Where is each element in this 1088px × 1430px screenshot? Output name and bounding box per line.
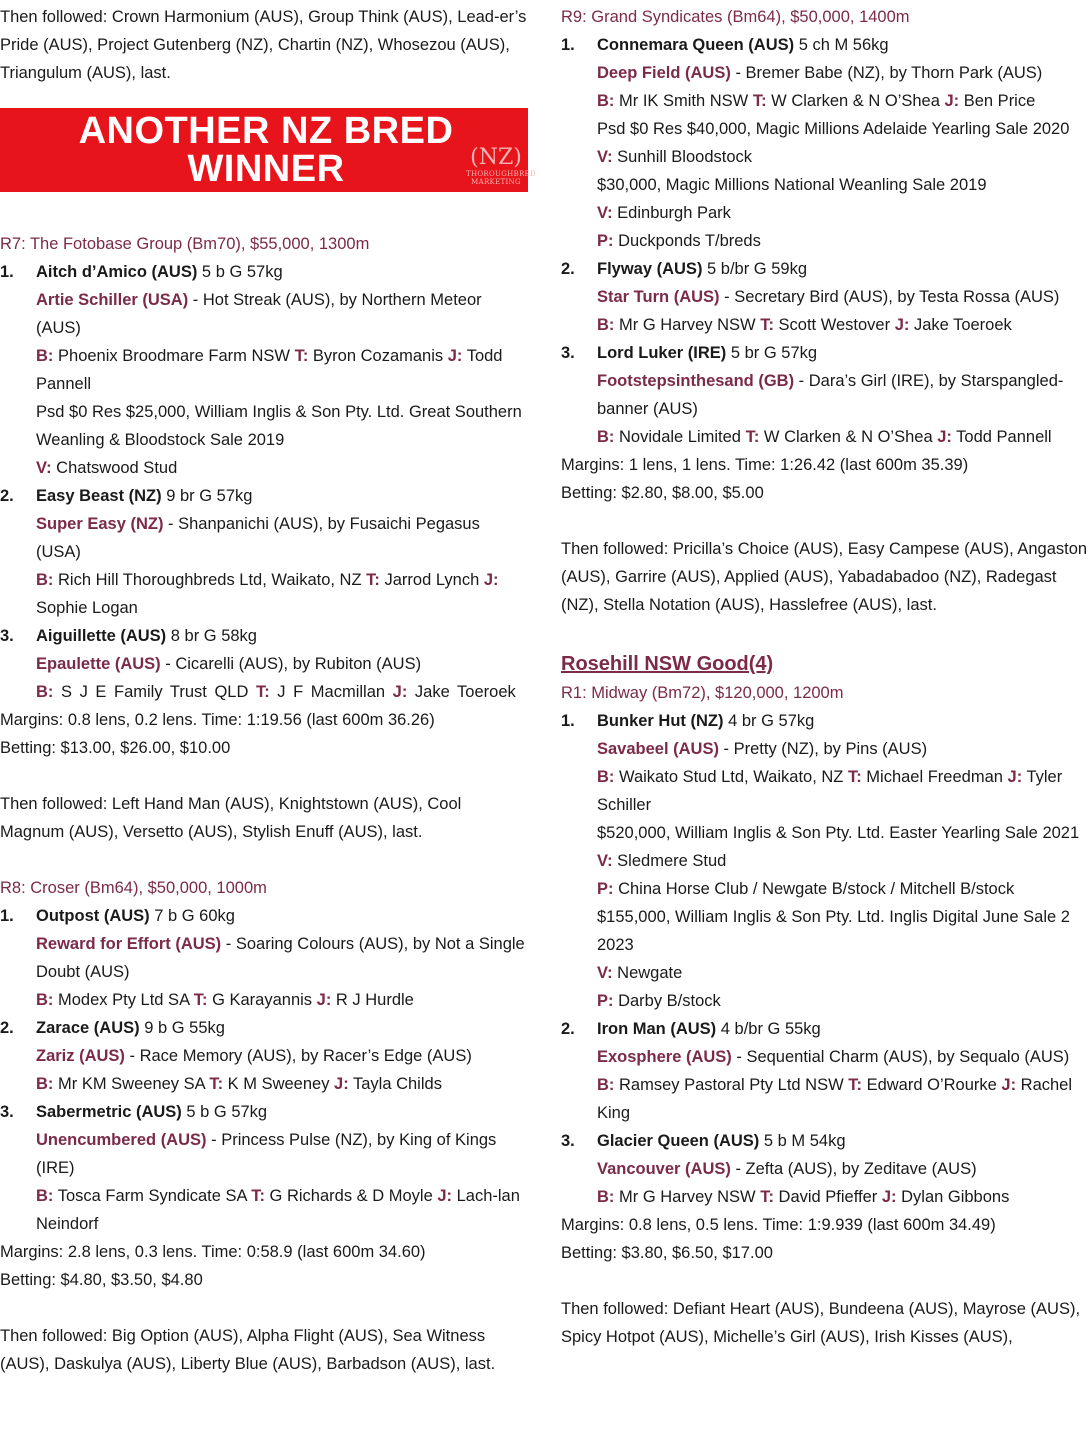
sire-name: Savabeel (AUS) — [597, 740, 719, 758]
horse-name: Aitch d’Amico (AUS) — [36, 263, 198, 281]
sire-name: Super Easy (NZ) — [36, 515, 164, 533]
race-title: R7: The Fotobase Group (Bm70), $55,000, 1300m — [0, 235, 370, 253]
horse-name: Aiguillette (AUS) — [36, 627, 167, 645]
horse-name: Outpost (AUS) — [36, 907, 150, 925]
followed-text: Then followed: Pricilla’s Choice (AUS), Easy Campese (AUS), Angaston (AUS), Garrire (AUS), Applied (AUS), Yabadabadoo (NZ), Radegast (NZ), Stella Notation (AUS), Hasslefree (AUS), last. — [561, 540, 1088, 614]
nz-thoroughbred-marketing-logo: (NZ) THOROUGHBRED MARKETING — [466, 145, 536, 186]
followed-text: Then followed: Left Hand Man (AUS), Knightstown (AUS), Cool Magnum (AUS), Versetto (AUS), Stylish Enuff (AUS), last. — [0, 795, 462, 841]
placing-entry: 1. Aitch d’Amico (AUS) 5 b G 57kg Artie Schiller (USA) - Hot Streak (AUS), by Northern Meteor (AUS) B: Phoenix Broodmare Farm NSW T: Byron Cozamanis J: Todd Pannell Psd $0 Res $25,000, William Inglis & Son Pty. Ltd. Great Southern Weanling & Bloodstock Sale 2019 V: Chatswood Stud — [0, 258, 528, 482]
placing-entry: 3. Sabermetric (AUS) 5 b G 57kg Unencumbered (AUS) - Princess Pulse (NZ), by King of Kings (IRE) B: Tosca Farm Syndicate SA T: G Richards & D Moyle J: Lach-lan Neindorf — [0, 1103, 520, 1233]
placing-entry: 2. Flyway (AUS) 5 b/br G 59kg Star Turn (AUS) - Secretary Bird (AUS), by Testa Rossa (AUS) B: Mr G Harvey NSW T: Scott Westover J: Jake Toeroek — [561, 260, 1060, 334]
margins-text: Margins: 0.8 lens, 0.2 lens. Time: 1:19.56 (last 600m 36.26) — [0, 711, 435, 729]
placing-entry: 3. Glacier Queen (AUS) 5 b M 54kg Vancouver (AUS) - Zefta (AUS), by Zeditave (AUS) B: Mr G Harvey NSW T: David Pfieffer J: Dylan Gibbons — [561, 1132, 1010, 1206]
placing-entry: 1. Connemara Queen (AUS) 5 ch M 56kg Deep Field (AUS) - Bremer Babe (NZ), by Thorn Park (AUS) B: Mr IK Smith NSW T: W Clarken & N O’Shea J: Ben Price Psd $0 Res $40,000, Magic Millions Adelaide Yearling Sale 2020 V: Sunhill Bloodstock $30,000, Magic Millions National Weanling Sale 2019 V: Edinburgh Park P: Duckponds T/breds — [561, 31, 1088, 255]
sire-name: Vancouver (AUS) — [597, 1160, 731, 1178]
sire-name: Star Turn (AUS) — [597, 288, 720, 306]
horse-name: Sabermetric (AUS) — [36, 1103, 182, 1121]
margins-text: Margins: 1 lens, 1 lens. Time: 1:26.42 (last 600m 35.39) — [561, 456, 969, 474]
sale-info: $155,000, William Inglis & Son Pty. Ltd. Inglis Digital June Sale 2 2023 — [597, 908, 1070, 954]
followed-text: Then followed: Big Option (AUS), Alpha Flight (AUS), Sea Witness (AUS), Daskulya (AUS), Liberty Blue (AUS), Barbadson (AUS), last. — [0, 1327, 496, 1373]
betting-text: Betting: $4.80, $3.50, $4.80 — [0, 1271, 203, 1289]
sale-info: Psd $0 Res $40,000, Magic Millions Adelaide Yearling Sale 2020 — [597, 120, 1070, 138]
horse-name: Bunker Hut (NZ) — [597, 712, 724, 730]
left-column — [0, 3, 536, 1378]
race-title: R1: Midway (Bm72), $120,000, 1200m — [561, 684, 844, 702]
nz-bred-winner-banner — [0, 108, 536, 192]
betting-text: Betting: $3.80, $6.50, $17.00 — [561, 1244, 773, 1262]
horse-name: Iron Man (AUS) — [597, 1020, 717, 1038]
right-column — [561, 3, 1088, 1351]
placing-entry: 2. Easy Beast (NZ) 9 br G 57kg Super Easy (NZ) - Shanpanichi (AUS), by Fusaichi Pegasus (USA) B: Rich Hill Thoroughbreds Ltd, Waikato, NZ T: Jarrod Lynch J: Sophie Logan — [0, 487, 499, 617]
betting-text: Betting: $2.80, $8.00, $5.00 — [561, 484, 764, 502]
sire-name: Exosphere (AUS) — [597, 1048, 732, 1066]
horse-name: Lord Luker (IRE) — [597, 344, 727, 362]
placing-entry: 3. Aiguillette (AUS) 8 br G 58kg Epaulette (AUS) - Cicarelli (AUS), by Rubiton (AUS) B: S J E Family Trust QLD T: J F Macmillan J: Jake Toeroek — [0, 627, 516, 701]
sire-name: Footstepsinthesand (GB) — [597, 372, 795, 390]
sire-name: Unencumbered (AUS) — [36, 1131, 207, 1149]
horse-name: Easy Beast (NZ) — [36, 487, 162, 505]
followed-text: Then followed: Defiant Heart (AUS), Bundeena (AUS), Mayrose (AUS), Spicy Hotpot (AUS), Michelle’s Girl (AUS), Irish Kisses (AUS), — [561, 1300, 1081, 1346]
meeting-title: Rosehill NSW Good(4) — [561, 653, 774, 675]
placing-entry: 1. Bunker Hut (NZ) 4 br G 57kg Savabeel (AUS) - Pretty (NZ), by Pins (AUS) B: Waikato Stud Ltd, Waikato, NZ T: Michael Freedman J: Tyler Schiller $520,000, William Inglis & Son Pty. Ltd. Easter Yearling Sale 2021 V: Sledmere Stud P: China Horse Club / Newgate B/stock / Mitchell B/stock $155,000, William Inglis & Son Pty. Ltd. Inglis Digital June Sale 2 2023 V: Newgate P: Darby B/stock — [561, 707, 1088, 1015]
race-title: R8: Croser (Bm64), $50,000, 1000m — [0, 879, 267, 897]
placing-entry: 2. Iron Man (AUS) 4 b/br G 55kg Exosphere (AUS) - Sequential Charm (AUS), by Sequalo (AUS) B: Ramsey Pastoral Pty Ltd NSW T: Edward O’Rourke J: Rachel King — [561, 1020, 1073, 1122]
sire-name: Epaulette (AUS) — [36, 655, 161, 673]
sire-name: Deep Field (AUS) — [597, 64, 731, 82]
sire-name: Reward for Effort (AUS) — [36, 935, 222, 953]
horse-name: Flyway (AUS) — [597, 260, 703, 278]
margins-text: Margins: 2.8 lens, 0.3 lens. Time: 0:58.9 (last 600m 34.60) — [0, 1243, 426, 1261]
sire-name: Zariz (AUS) — [36, 1047, 125, 1065]
banner-headline: ANOTHER NZ BRED WINNER — [78, 110, 454, 190]
placing-entry: 3. Lord Luker (IRE) 5 br G 57kg Footstepsinthesand (GB) - Dara’s Girl (IRE), by Starspangled-banner (AUS) B: Novidale Limited T: W Clarken & N O’Shea J: Todd Pannell — [561, 344, 1064, 446]
betting-text: Betting: $13.00, $26.00, $10.00 — [0, 739, 231, 757]
sire-name: Artie Schiller (USA) — [36, 291, 189, 309]
placing-entry: 1. Outpost (AUS) 7 b G 60kg Reward for Effort (AUS) - Soaring Colours (AUS), by Not a Single Doubt (AUS) B: Modex Pty Ltd SA T: G Karayannis J: R J Hurdle — [0, 907, 525, 1009]
horse-name: Connemara Queen (AUS) — [597, 36, 795, 54]
horse-name: Zarace (AUS) — [36, 1019, 140, 1037]
intro-followed-text: Then followed: Crown Harmonium (AUS), Group Think (AUS), Lead-er’s Pride (AUS), Project Gutenberg (NZ), Chartin (NZ), Whosezou (AUS), Triangulum (AUS), last. — [0, 8, 527, 82]
placing-entry: 2. Zarace (AUS) 9 b G 55kg Zariz (AUS) - Race Memory (AUS), by Racer’s Edge (AUS) B: Mr KM Sweeney SA T: K M Sweeney J: Tayla Childs — [0, 1019, 472, 1093]
sale-info: $520,000, William Inglis & Son Pty. Ltd. Easter Yearling Sale 2021 — [597, 824, 1080, 842]
race-title: R9: Grand Syndicates (Bm64), $50,000, 1400m — [561, 8, 910, 26]
horse-name: Glacier Queen (AUS) — [597, 1132, 760, 1150]
margins-text: Margins: 0.8 lens, 0.5 lens. Time: 1:9.939 (last 600m 34.49) — [561, 1216, 996, 1234]
sale-info: $30,000, Magic Millions National Weanling Sale 2019 — [597, 176, 987, 194]
sale-info: Psd $0 Res $25,000, William Inglis & Son Pty. Ltd. Great Southern Weanling & Bloodstock Sale 2019 — [36, 403, 522, 449]
